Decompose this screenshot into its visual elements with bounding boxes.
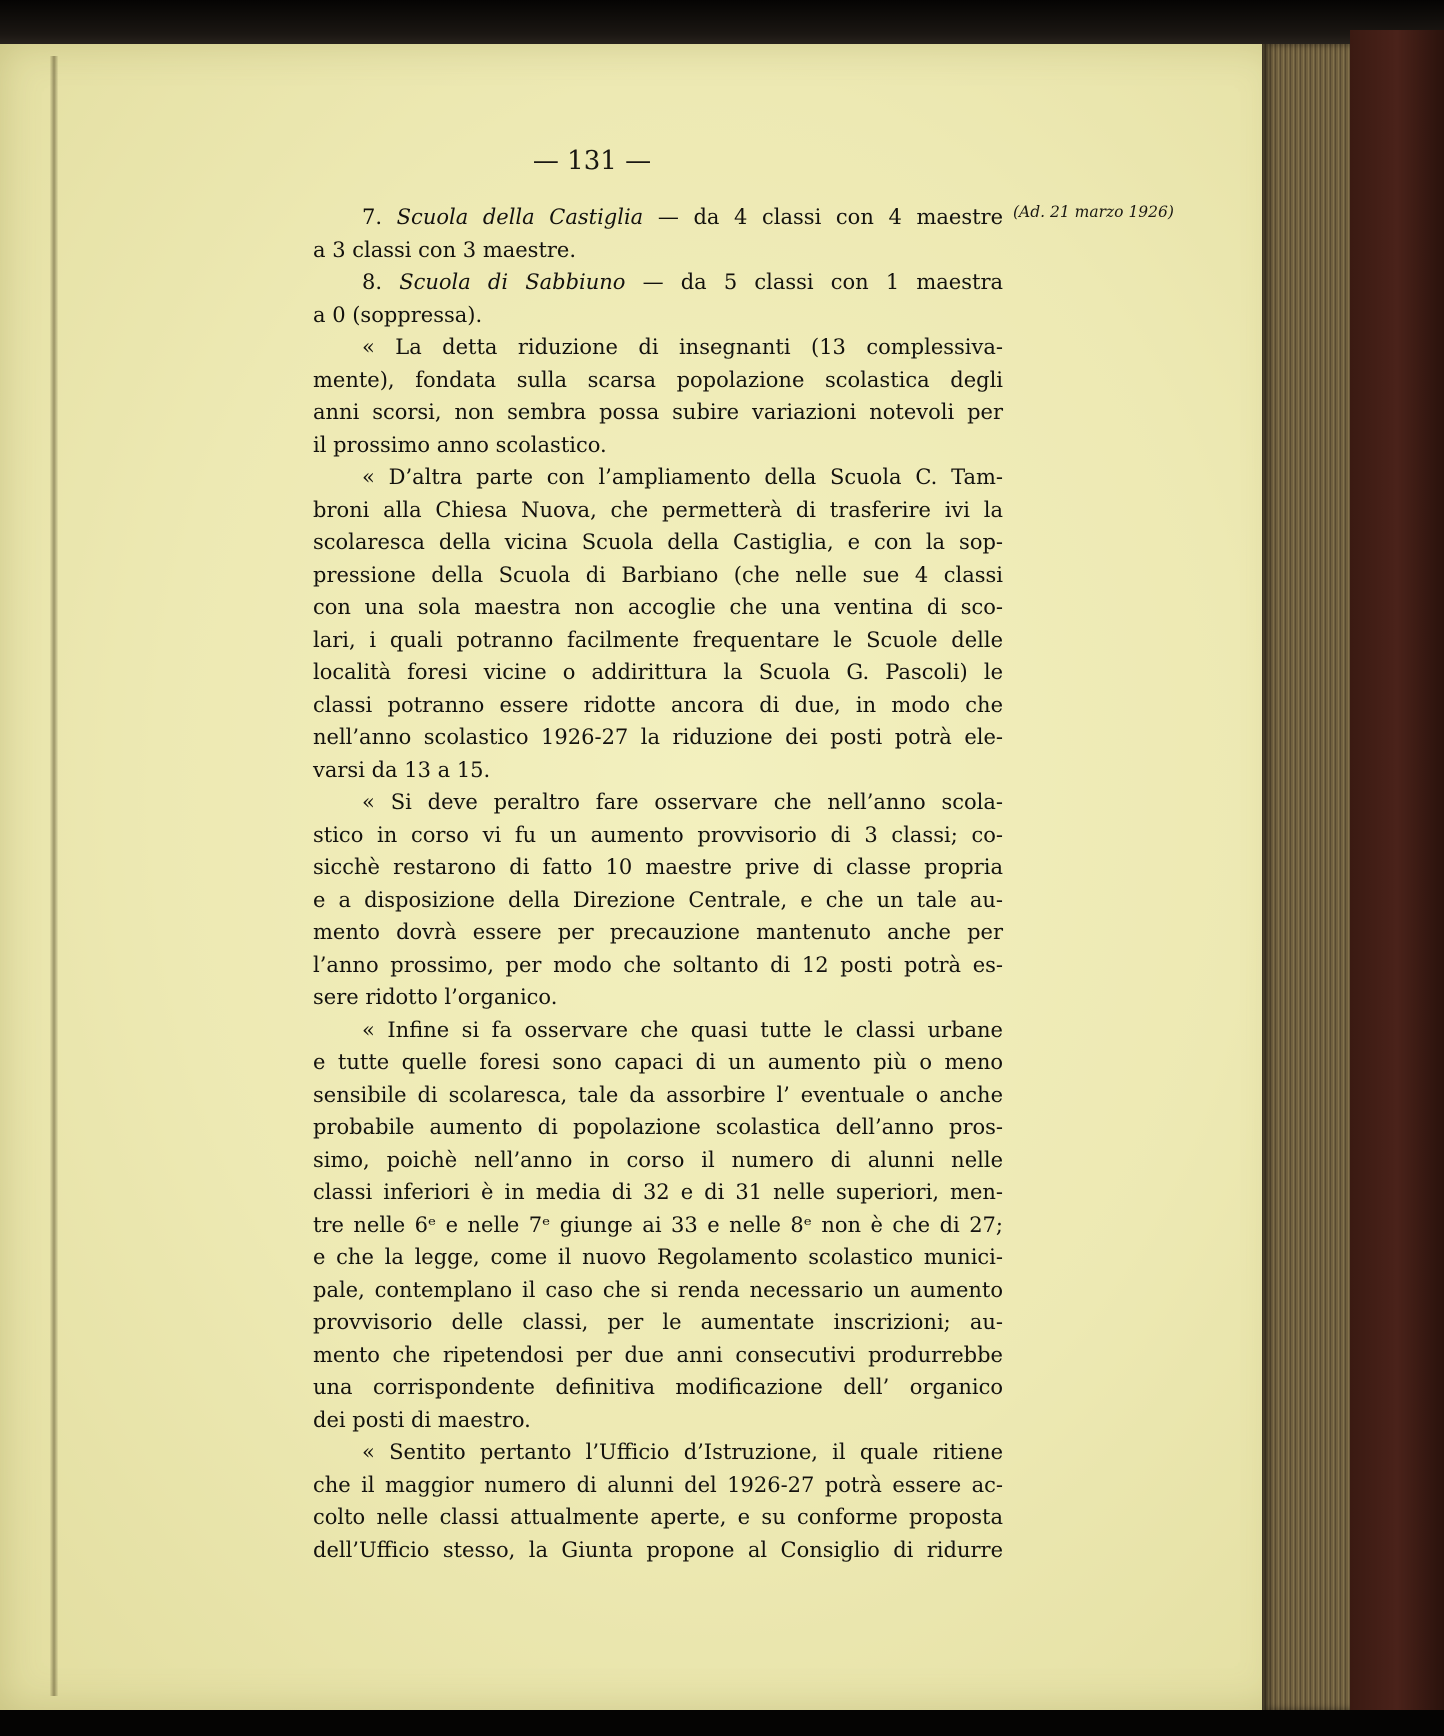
text-line: « D’altra parte con l’ampliamento della Scuola C. Tam- — [362, 465, 1003, 489]
text-line: il prossimo anno scolastico. — [313, 432, 607, 457]
text-line: colto nelle classi attualmente aperte, e su conforme proposta — [313, 1505, 1003, 1529]
text-line: che il maggior numero di alunni del 1926-27 potrà essere ac- — [313, 1472, 1003, 1497]
text-line: simo, poichè nell’anno in corso il numero di alunni nelle — [313, 1147, 1003, 1172]
text-line: a 0 (soppressa). — [313, 302, 483, 327]
text-line: anni scorsi, non sembra possa subire variazioni notevoli per — [313, 400, 1003, 424]
text-line: pale, contemplano il caso che si renda necessario un aumento — [313, 1277, 1003, 1302]
margin-note: (Ad. 21 marzo 1926) — [1013, 203, 1174, 221]
text-line: dei posti di maestro. — [313, 1407, 531, 1432]
page-edges — [1262, 44, 1350, 1710]
scanner-background-top — [0, 0, 1444, 48]
text-line: nell’anno scolastico 1926-27 la riduzione dei posti potrà ele- — [313, 725, 1003, 749]
text-line: mento che ripetendosi per due anni consecutivi produrrebbe — [313, 1342, 1003, 1367]
text-line: 8. Scuola di Sabbiuno — da 5 classi con 1 maestra — [362, 270, 1004, 294]
text-line: classi potranno essere ridotte ancora di due, in modo che — [313, 692, 1003, 717]
text-line: sicchè restarono di fatto 10 maestre prive di classe propria — [313, 855, 1003, 879]
text-line: broni alla Chiesa Nuova, che permetterà di trasferire ivi la — [313, 497, 1003, 522]
text-line: « Sentito pertanto l’Ufficio d’Istruzione, il quale ritiene — [362, 1440, 1003, 1464]
text-line: lari, i quali potranno facilmente frequentare le Scuole delle — [313, 627, 1003, 652]
text-line: 7. Scuola della Castiglia — da 4 classi con 4 maestre — [362, 205, 1003, 229]
text-line: e tutte quelle foresi sono capaci di un aumento più o meno — [313, 1050, 1003, 1074]
text-line: e a disposizione della Direzione Centrale, e che un tale au- — [313, 887, 1003, 912]
text-line: « La detta riduzione di insegnanti (13 complessiva- — [362, 335, 1003, 359]
text-line: classi inferiori è in media di 32 e di 31 nelle superiori, men- — [313, 1180, 1003, 1204]
text-line: varsi da 13 a 15. — [313, 757, 491, 782]
text-line: stico in corso vi fu un aumento provvisorio di 3 classi; co- — [313, 822, 1003, 847]
text-line: mente), fondata sulla scarsa popolazione scolastica degli — [313, 367, 1003, 392]
text-line: località foresi vicine o addirittura la Scuola G. Pascoli) le — [313, 660, 1003, 684]
text-line: « Si deve peraltro fare osservare che nell’anno scola- — [362, 790, 1003, 814]
text-line: sere ridotto l’organico. — [313, 985, 558, 1009]
text-line: « Infine si fa osservare che quasi tutte le classi urbane — [362, 1017, 1003, 1042]
text-line: sensibile di scolaresca, tale da assorbire l’ eventuale o anche — [313, 1082, 1003, 1107]
body-text — [313, 201, 1003, 1566]
text-line: tre nelle 6ᵉ e nelle 7ᵉ giunge ai 33 e nelle 8ᵉ non è che di 27; — [313, 1212, 1003, 1237]
text-line: una corrispondente definitiva modificazione dell’ organico — [313, 1375, 1003, 1399]
text-line: mento dovrà essere per precauzione mantenuto anche per — [313, 920, 1003, 944]
text-line: con una sola maestra non accoglie che una ventina di sco- — [313, 595, 1003, 619]
page-number: — 131 — — [532, 146, 652, 176]
text-line: a 3 classi con 3 maestre. — [313, 237, 577, 262]
text-line: probabile aumento di popolazione scolastica dell’anno pros- — [313, 1115, 1003, 1139]
text-line: provvisorio delle classi, per le aumentate inscrizioni; au- — [313, 1310, 1003, 1334]
page-gutter — [50, 56, 58, 1696]
text-line: pressione della Scuola di Barbiano (che nelle sue 4 classi — [313, 562, 1003, 587]
scanner-background-bottom — [0, 1710, 1444, 1736]
text-line: l’anno prossimo, per modo che soltanto di 12 posti potrà es- — [313, 952, 1003, 977]
book-cover-edge — [1350, 30, 1444, 1720]
text-line: scolaresca della vicina Scuola della Castiglia, e con la sop- — [313, 530, 1003, 554]
text-line: e che la legge, come il nuovo Regolamento scolastico munici- — [313, 1245, 1003, 1269]
text-line: dell’Ufficio stesso, la Giunta propone al Consiglio di ridurre — [313, 1537, 1003, 1562]
